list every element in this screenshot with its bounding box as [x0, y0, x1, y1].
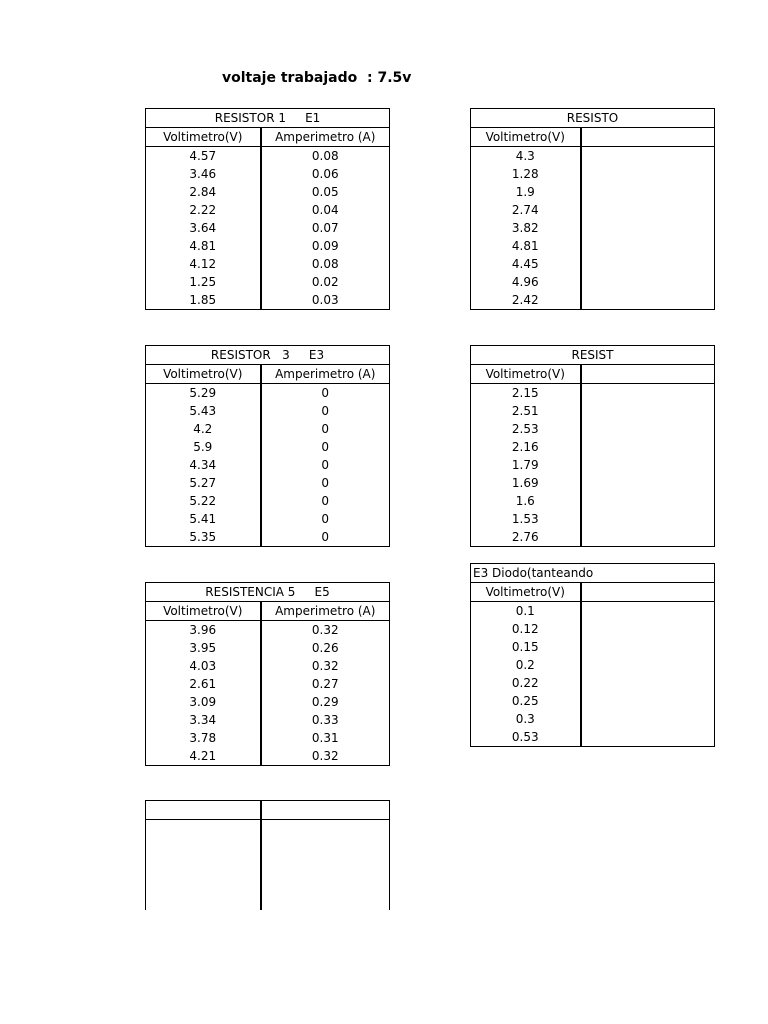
voltage-cell: 1.85 [146, 291, 261, 310]
current-cell: 0.31 [261, 729, 390, 747]
table-row [471, 656, 715, 674]
table-title: RESISTENCIA 5 E5 [146, 583, 390, 602]
voltage-cell: 2.22 [146, 201, 261, 219]
voltage-cell: 5.41 [146, 510, 261, 528]
column-header-voltage: Voltimetro(V) [471, 583, 581, 602]
diode-clip [470, 563, 594, 753]
current-cell: 0 [261, 510, 390, 528]
table-row [146, 729, 390, 747]
resistor-2-table [470, 108, 715, 310]
empty-header-cell [261, 801, 390, 820]
current-cell: 0.26 [261, 639, 390, 657]
table-row [471, 674, 715, 692]
table-row [146, 183, 390, 201]
table-row [471, 219, 715, 237]
table-row [471, 728, 715, 747]
column-header-current [581, 128, 715, 147]
table-row [146, 456, 390, 474]
empty-table [145, 800, 390, 910]
current-cell: 0.32 [261, 621, 390, 640]
voltage-cell: 0.1 [471, 602, 581, 621]
current-cell: 0.07 [261, 219, 390, 237]
voltage-cell: 1.28 [471, 165, 581, 183]
voltage-cell: 1.9 [471, 183, 581, 201]
voltage-cell: 4.34 [146, 456, 261, 474]
column-header-current: Amperimetro (A) [261, 602, 390, 621]
voltage-cell: 2.51 [471, 402, 581, 420]
table-row [146, 528, 390, 547]
resistor-5-table [145, 582, 390, 766]
voltage-cell: 0.3 [471, 710, 581, 728]
voltage-cell: 4.21 [146, 747, 261, 766]
table-row [471, 438, 715, 456]
current-cell: 0.04 [261, 201, 390, 219]
column-header-current: Amperimetro (A) [261, 128, 390, 147]
voltage-cell: 5.9 [146, 438, 261, 456]
current-cell: 0 [261, 420, 390, 438]
voltage-cell: 3.96 [146, 621, 261, 640]
current-cell: 0.06 [261, 165, 390, 183]
voltage-cell: 3.46 [146, 165, 261, 183]
column-header-voltage: Voltimetro(V) [471, 128, 581, 147]
table-row [146, 420, 390, 438]
voltage-cell: 0.2 [471, 656, 581, 674]
voltage-cell: 1.79 [471, 456, 581, 474]
table-row [471, 273, 715, 291]
voltage-cell: 5.43 [146, 402, 261, 420]
voltage-cell: 5.35 [146, 528, 261, 547]
column-header-current [581, 583, 715, 602]
current-cell: 0.32 [261, 657, 390, 675]
current-cell: 0 [261, 438, 390, 456]
table-row [471, 147, 715, 166]
resistor-2-clip [470, 108, 619, 318]
voltage-cell: 0.22 [471, 674, 581, 692]
diode-table [470, 563, 715, 747]
page-title: voltaje trabajado : 7.5v [222, 70, 412, 86]
voltage-cell: 4.81 [146, 237, 261, 255]
table-row [471, 384, 715, 403]
table-row [146, 384, 390, 403]
table-row [471, 402, 715, 420]
resistor-1-table [145, 108, 390, 310]
current-cell: 0.05 [261, 183, 390, 201]
voltage-cell: 3.34 [146, 711, 261, 729]
table-row [146, 201, 390, 219]
table-row [471, 183, 715, 201]
current-cell: 0.29 [261, 693, 390, 711]
voltage-cell: 2.42 [471, 291, 581, 310]
voltage-cell: 1.69 [471, 474, 581, 492]
table-row [146, 255, 390, 273]
empty-cell [146, 820, 261, 911]
column-header-voltage: Voltimetro(V) [146, 602, 261, 621]
table-row [146, 474, 390, 492]
voltage-cell: 0.25 [471, 692, 581, 710]
table-row [471, 620, 715, 638]
table-row [471, 456, 715, 474]
current-cell: 0.08 [261, 255, 390, 273]
current-cell: 0.27 [261, 675, 390, 693]
empty-cell [261, 820, 390, 911]
voltage-cell: 3.09 [146, 693, 261, 711]
table-title: RESISTOR 1 E1 [146, 109, 390, 128]
current-cell: 0.32 [261, 747, 390, 766]
table-row [471, 602, 715, 621]
current-cell: 0 [261, 402, 390, 420]
voltage-cell: 2.61 [146, 675, 261, 693]
table-row [471, 165, 715, 183]
voltage-cell: 2.15 [471, 384, 581, 403]
voltage-cell: 3.64 [146, 219, 261, 237]
table-row [471, 638, 715, 656]
column-header-current: Amperimetro (A) [261, 365, 390, 384]
table-row [146, 237, 390, 255]
column-header-current [581, 365, 715, 384]
table-row [471, 237, 715, 255]
voltage-cell: 4.57 [146, 147, 261, 166]
voltage-cell: 3.82 [471, 219, 581, 237]
voltage-cell: 4.45 [471, 255, 581, 273]
voltage-cell: 4.81 [471, 237, 581, 255]
voltage-cell: 4.96 [471, 273, 581, 291]
table-title: RESIST [471, 346, 715, 365]
voltage-cell: 0.53 [471, 728, 581, 747]
current-cell: 0 [261, 492, 390, 510]
current-cell: 0.33 [261, 711, 390, 729]
table-row [146, 657, 390, 675]
table-row [146, 747, 390, 766]
table-row [471, 692, 715, 710]
current-cell: 0 [261, 528, 390, 547]
voltage-cell: 2.74 [471, 201, 581, 219]
current-cell: 0 [261, 456, 390, 474]
table-row [471, 255, 715, 273]
table-title: E3 Diodo(tanteando [471, 564, 715, 583]
voltage-cell: 0.12 [471, 620, 581, 638]
current-cell: 0.08 [261, 147, 390, 166]
resistor-4-clip [470, 345, 614, 555]
table-row [471, 710, 715, 728]
voltage-cell: 4.3 [471, 147, 581, 166]
voltage-cell: 4.12 [146, 255, 261, 273]
voltage-cell: 0.15 [471, 638, 581, 656]
current-cell: 0 [261, 474, 390, 492]
table-row [146, 711, 390, 729]
empty-header-cell [146, 801, 261, 820]
table-row [146, 639, 390, 657]
voltage-cell: 4.2 [146, 420, 261, 438]
table-row [471, 474, 715, 492]
table-row [146, 621, 390, 640]
voltage-cell: 5.29 [146, 384, 261, 403]
column-header-voltage: Voltimetro(V) [146, 365, 261, 384]
table-row [471, 291, 715, 310]
table-row [471, 528, 715, 547]
column-header-voltage: Voltimetro(V) [471, 365, 581, 384]
table-row [471, 420, 715, 438]
voltage-cell: 1.6 [471, 492, 581, 510]
voltage-cell: 2.76 [471, 528, 581, 547]
current-cell: 0.09 [261, 237, 390, 255]
table-row [146, 402, 390, 420]
voltage-cell: 3.78 [146, 729, 261, 747]
voltage-cell: 2.16 [471, 438, 581, 456]
voltage-cell: 5.22 [146, 492, 261, 510]
voltage-cell: 1.53 [471, 510, 581, 528]
table-row [146, 291, 390, 310]
voltage-cell: 2.53 [471, 420, 581, 438]
table-title: RESISTOR 3 E3 [146, 346, 390, 365]
table-row [146, 438, 390, 456]
table-row [146, 693, 390, 711]
resistor-4-table [470, 345, 715, 547]
table-row [146, 510, 390, 528]
voltage-cell: 1.25 [146, 273, 261, 291]
current-cell: 0.03 [261, 291, 390, 310]
table-row [146, 675, 390, 693]
table-row [471, 492, 715, 510]
voltage-cell: 2.84 [146, 183, 261, 201]
voltage-cell: 3.95 [146, 639, 261, 657]
current-cell: 0 [261, 384, 390, 403]
table-row [146, 165, 390, 183]
table-row [471, 201, 715, 219]
table-row [146, 820, 390, 911]
voltage-cell: 4.03 [146, 657, 261, 675]
table-row [471, 510, 715, 528]
table-row [146, 492, 390, 510]
table-row [146, 147, 390, 166]
voltage-cell: 5.27 [146, 474, 261, 492]
table-row [146, 273, 390, 291]
table-row [146, 219, 390, 237]
current-cell: 0.02 [261, 273, 390, 291]
resistor-3-table [145, 345, 390, 547]
column-header-voltage: Voltimetro(V) [146, 128, 261, 147]
resistor-1-body [146, 147, 390, 310]
table-title: RESISTO [471, 109, 715, 128]
